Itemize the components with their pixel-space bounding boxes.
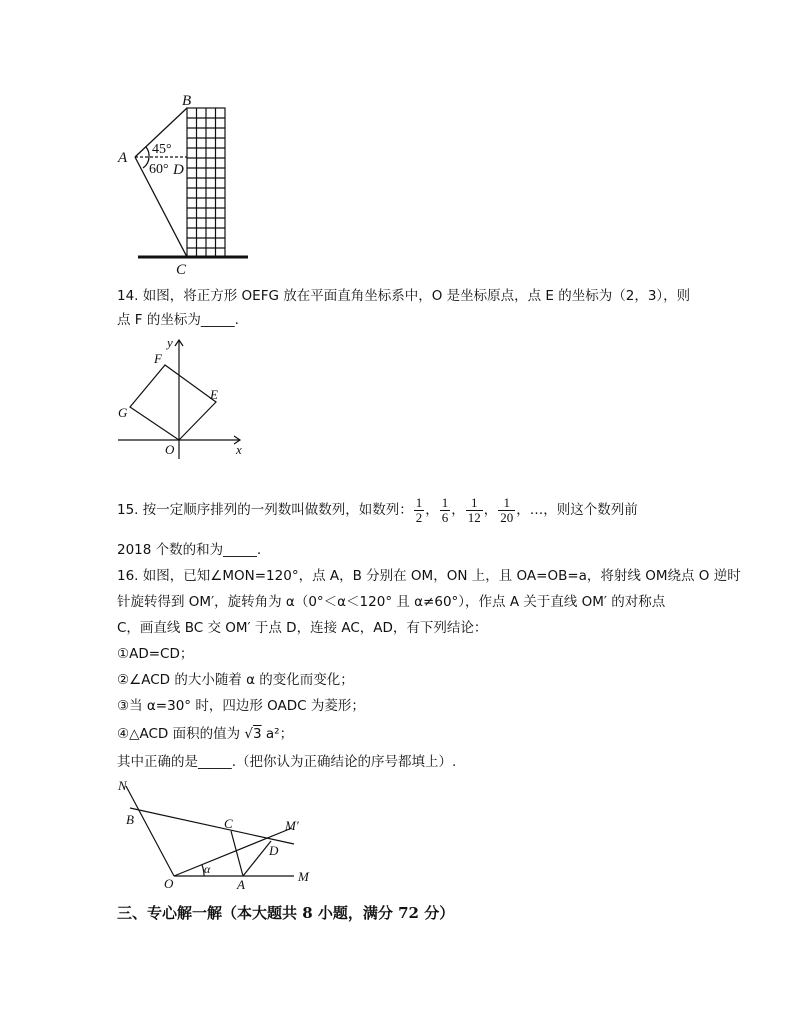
label-b: B (182, 93, 192, 109)
fraction-2-den: 6 (441, 509, 449, 525)
axis-y-label: y (167, 335, 173, 350)
fraction-1 (414, 496, 425, 525)
label-angle-45: 45° (152, 142, 172, 157)
label-f: F (154, 351, 162, 366)
q16-conclusion-1: ①AD=CD； (117, 646, 194, 662)
q14-text-line1: 14. 如图，将正方形 OEFG 放在平面直角坐标系中，O 是坐标原点，点 E 的坐标为（2，3），则 (117, 288, 691, 304)
q16-c4-prefix: ④△ACD 面积的值为 (117, 726, 241, 742)
label-c: C (224, 816, 233, 831)
fraction-4-den: 20 (500, 509, 514, 525)
q15-sep: ， (425, 502, 439, 518)
label-angle-60: 60° (149, 162, 169, 177)
fraction-3-den: 12 (467, 509, 481, 525)
fraction-1-num: 1 (415, 494, 423, 510)
fraction-4-num: 1 (503, 494, 511, 510)
q15-sep: ， (451, 502, 465, 518)
fraction-4 (498, 496, 515, 525)
q16-ask: 其中正确的是_____.（把你认为正确结论的序号都填上）. (117, 754, 457, 770)
q15-sep: ， (483, 502, 498, 518)
q16-conclusion-4 (117, 724, 293, 744)
figure-square-coordinate (112, 335, 252, 460)
label-b: B (126, 812, 134, 827)
label-e: E (210, 387, 218, 402)
figure-rotation (112, 776, 322, 891)
figure-building (110, 90, 260, 280)
fraction-3 (466, 496, 483, 525)
fraction-2 (440, 496, 451, 525)
q15-text-line2: 2018 个数的和为_____. (117, 542, 262, 558)
fraction-2-num: 1 (441, 494, 449, 510)
q14-text-line2: 点 F 的坐标为_____. (117, 312, 239, 328)
label-alpha: α (204, 862, 211, 876)
label-m-prime: M′ (285, 818, 299, 833)
q15-prefix: 15. 按一定顺序排列的一列数叫做数列，如数列： (117, 502, 413, 518)
axis-x-label: x (236, 442, 242, 457)
q16-text-line2: 针旋转得到 OM′，旋转角为 α（0°＜α＜120° 且 α≠60°），作点 A 关于直线 OM′ 的对称点 (117, 594, 666, 610)
label-n: N (118, 778, 127, 793)
sqrt-sign: √ (244, 726, 254, 742)
label-o: O (164, 876, 174, 891)
label-a: A (118, 150, 128, 166)
q16-text-line1: 16. 如图，已知∠MON=120°，点 A，B 分别在 OM，ON 上，且 OA=OB=a，将射线 OM绕点 O 逆时 (117, 568, 741, 584)
q16-text-line3: C，画直线 BC 交 OM′ 于点 D，连接 AC，AD，有下列结论： (117, 620, 488, 636)
q16-conclusion-3: ③当 α=30° 时，四边形 OADC 为菱形； (117, 698, 365, 714)
q16-c4-suffix: a²； (265, 726, 294, 742)
q15-suffix: ，…，则这个数列前 (516, 502, 638, 518)
fraction-1-den: 2 (415, 509, 423, 525)
label-g: G (118, 405, 128, 420)
q16-conclusion-2: ②∠ACD 的大小随着 α 的变化而变化； (117, 672, 354, 688)
sqrt-radicand: 3 (253, 726, 262, 742)
label-d: D (173, 162, 184, 178)
fraction-3-num: 1 (471, 494, 478, 510)
label-a: A (237, 877, 245, 891)
label-o: O (165, 442, 175, 457)
section-heading: 三、专心解一解（本大题共 8 小题，满分 72 分） (117, 904, 455, 922)
label-c: C (176, 262, 187, 278)
label-d: D (269, 843, 279, 858)
label-m: M (298, 869, 309, 884)
q15-text-line1 (117, 495, 638, 525)
